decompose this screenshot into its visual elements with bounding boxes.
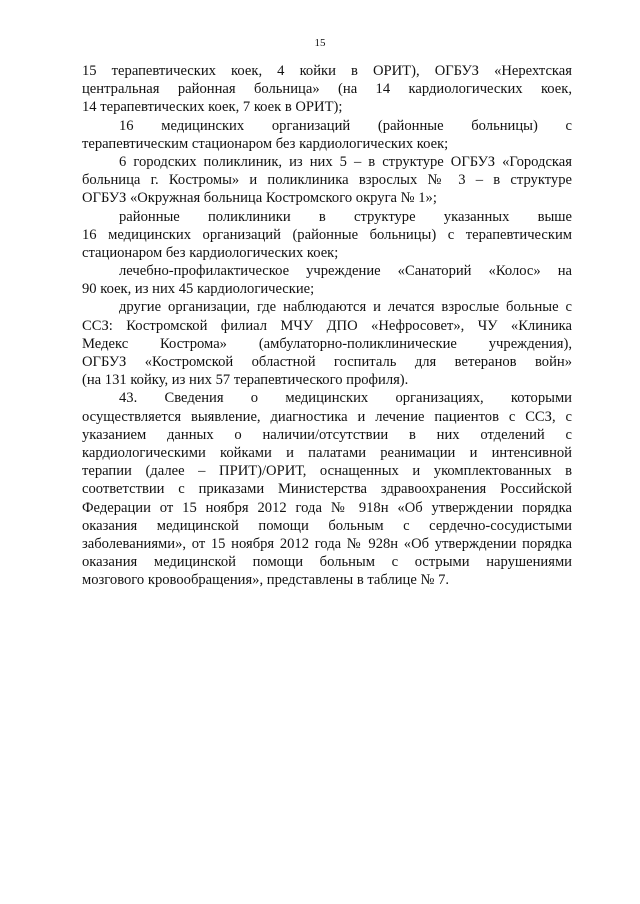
text-line: ССЗ: Костромской филиал МЧУ ДПО «Нефросовет», ЧУ «Клиника [82,317,572,334]
text-line: оказания медицинской помощи больным с острыми нарушениями [82,554,572,571]
text-line: терапевтическим стационаром без кардиологических коек; [82,135,449,152]
text-line: оказания медицинской помощи больным с сердечно-сосудистыми [82,517,572,534]
text-line: ОГБУЗ «Окружная больница Костромского округа № 1»; [82,190,437,207]
text-line: ОГБУЗ «Костромской областной госпиталь для ветеранов войн» [82,354,572,370]
text-line: 16 медицинских организаций (районные больницы) с [119,117,572,134]
text-line: Медекс Кострома» (амбулаторно-поликлинические учреждения), [82,335,572,352]
text-line: Федерации от 15 ноября 2012 года № 918н «Об утверждении порядка [82,499,572,516]
text-line: лечебно-профилактическое учреждение «Санаторий «Колос» на [119,263,572,280]
text-line: 43. Сведения о медицинских организациях, которыми [119,390,572,407]
text-line: заболеваниями», от 15 ноября 2012 года № 928н «Об утверждении порядка [82,535,572,552]
text-line: 16 медицинских организаций (районные больницы) с терапевтическим [82,226,572,243]
text-line: (на 131 койку, из них 57 терапевтического профиля). [82,372,409,389]
text-line: другие организации, где наблюдаются и лечатся взрослые больные с [119,299,572,316]
text-line: соответствии с приказами Министерства здравоохранения Российской [82,481,572,498]
text-line: больница г. Костромы» и поликлиника взрослых № 3 – в структуре [82,172,572,189]
page-number: 15 [314,37,326,49]
text-line: 14 терапевтических коек, 7 коек в ОРИТ); [82,99,343,116]
text-line: стационаром без кардиологических коек; [82,244,339,261]
text-line: мозгового кровообращения», представлены в таблице № 7. [82,572,450,589]
text-line: указанием данных о наличии/отсутствии в них отделений с [82,426,572,443]
document-body [82,62,572,589]
text-line: кардиологическими койками и палатами реанимации и интенсивной [82,444,572,461]
text-line: 90 коек, из них 45 кардиологические; [82,281,315,298]
text-line: центральная районная больница» (на 14 кардиологических коек, [82,81,572,98]
text-line: 6 городских поликлиник, из них 5 – в структуре ОГБУЗ «Городская [119,153,572,170]
text-line: осуществляется выявление, диагностика и лечение пациентов с ССЗ, с [82,408,572,425]
text-line: районные поликлиники в структуре указанных выше [119,208,572,225]
text-line: терапии (далее – ПРИТ)/ОРИТ, оснащенных и укомплектованных в [82,463,572,480]
text-line: 15 терапевтических коек, 4 койки в ОРИТ), ОГБУЗ «Нерехтская [82,63,572,79]
